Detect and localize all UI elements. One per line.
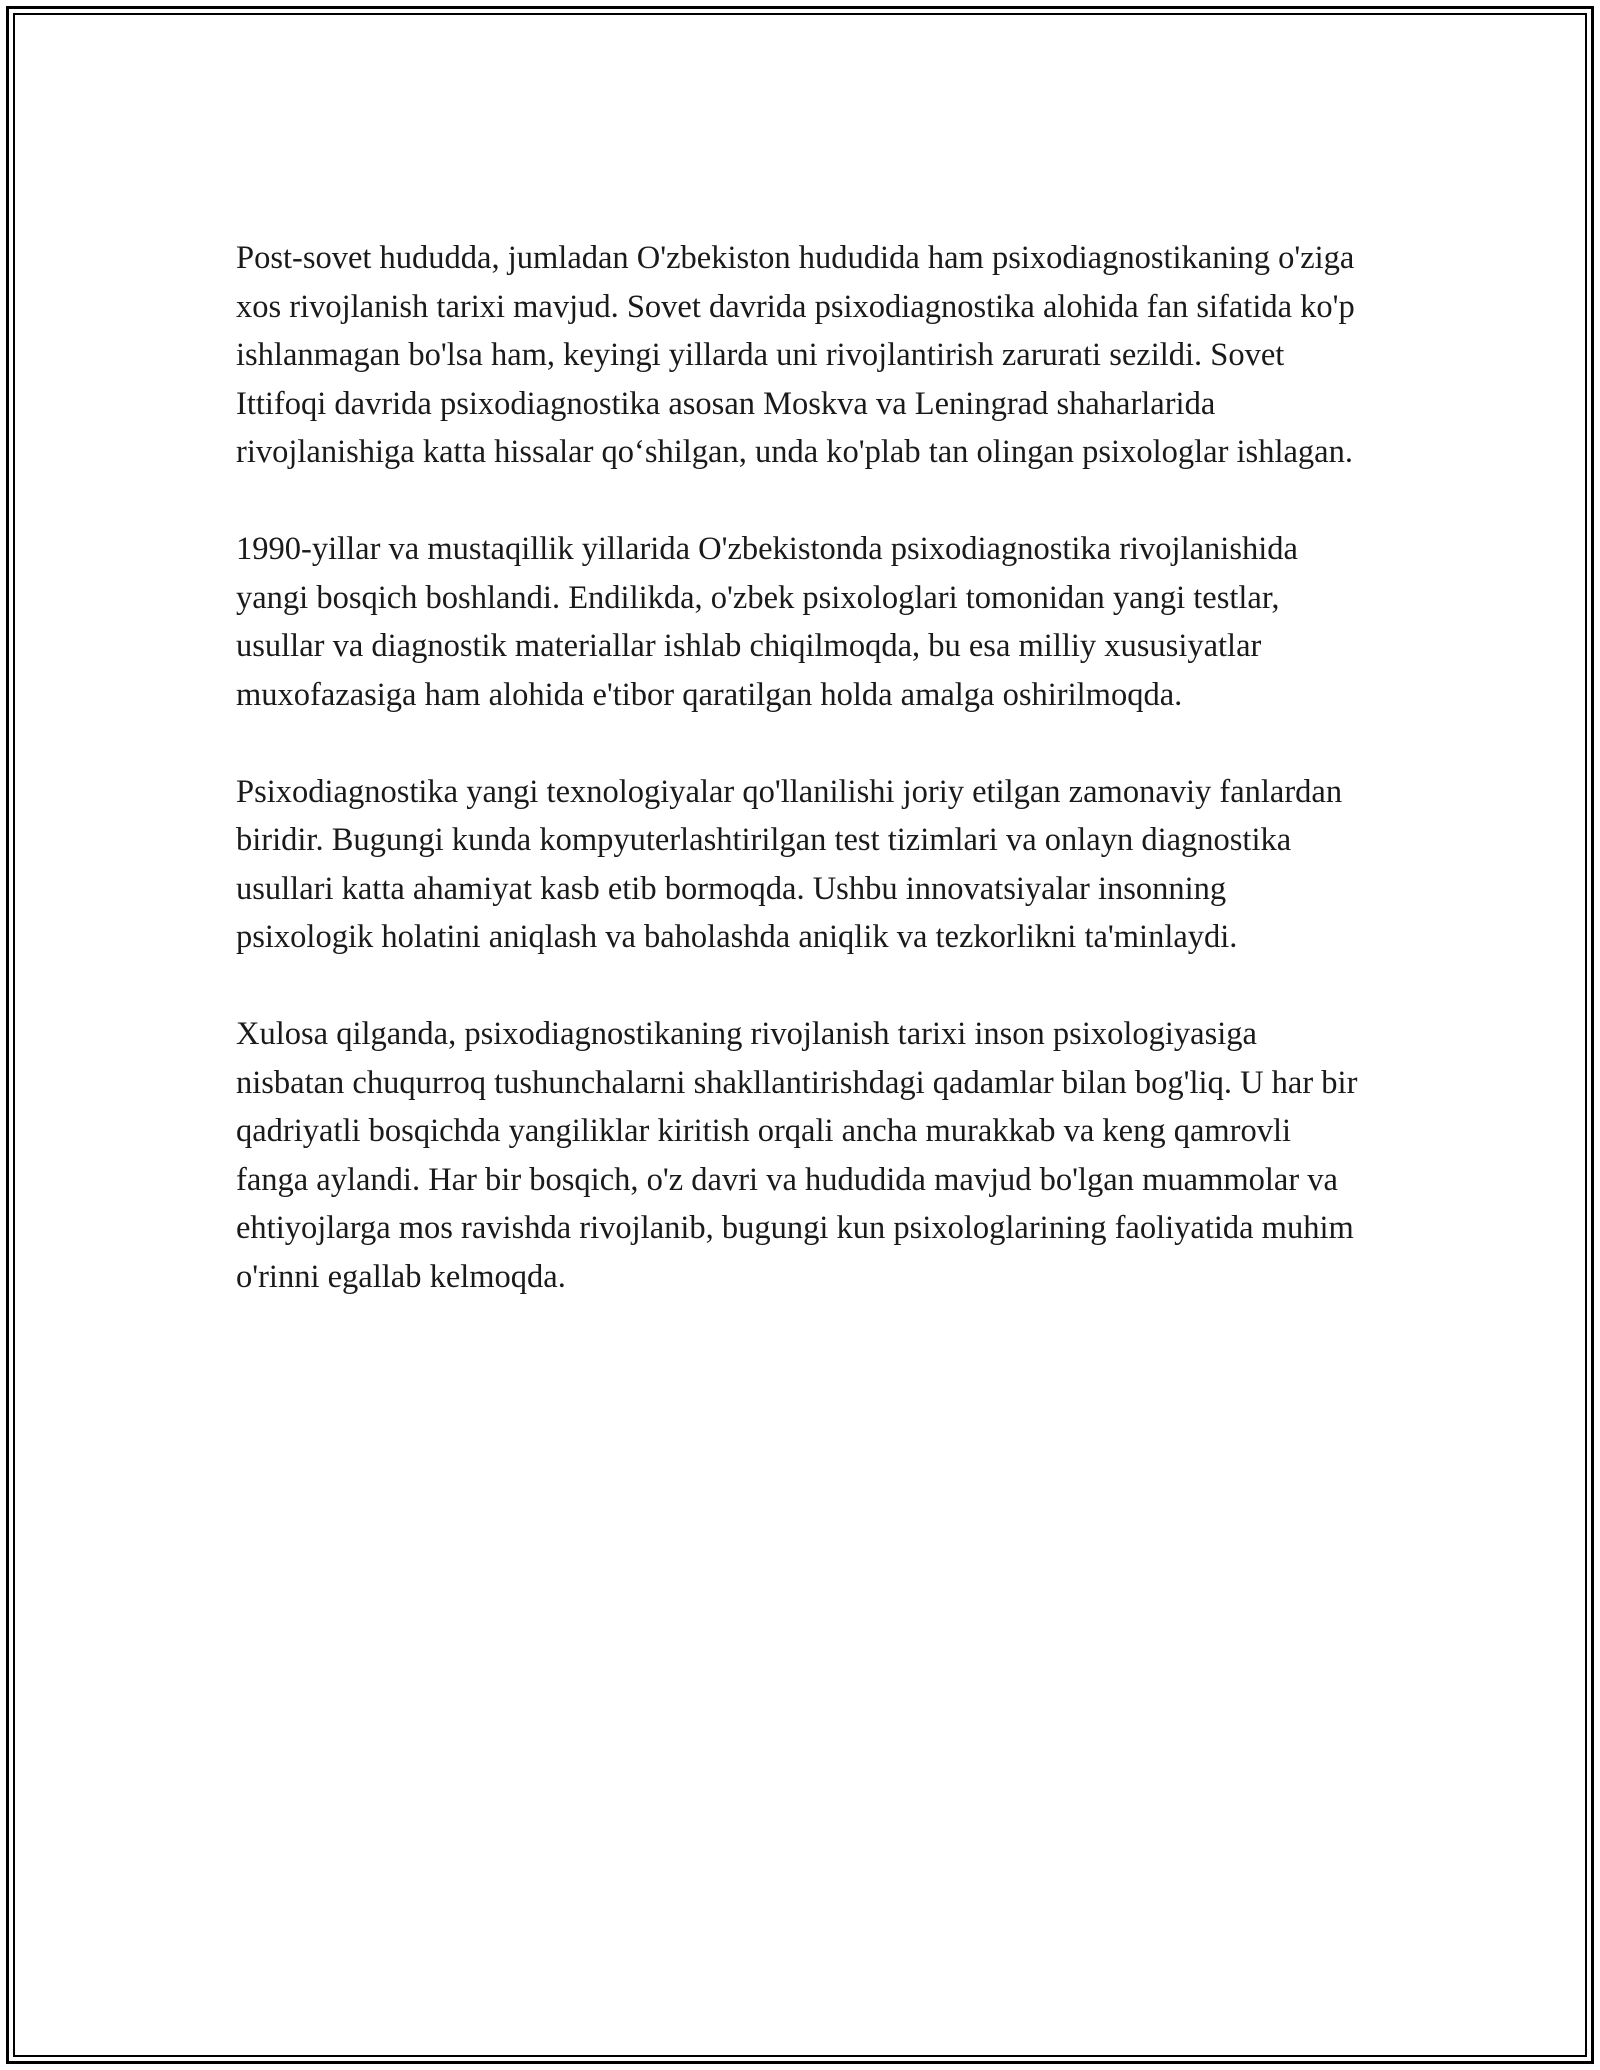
paragraph-4: Xulosa qilganda, psixodiagnostikaning rivojlanish tarixi inson psixologiyasiga nisbatan chuqurroq tushunchalarni shakllantirishdagi qadamlar bilan bog'liq. U har bir qadriyatli bosqichda yangiliklar kiritish orqali ancha murakkab va keng qamrovli fanga aylandi. Har bir bosqich, o'z davri va hududida mavjud bo'lgan muammolar va ehtiyojlarga mos ravishda rivojlanib, bugungi kun psixologlarining faoliyatida muhim o'rinni egallab kelmoqda. xyxy=(236,1016,1358,1295)
paragraph-2: 1990-yillar va mustaqillik yillarida O'zbekistonda psixodiagnostika rivojlanishida yangi bosqich boshlandi. Endilikda, o'zbek psixologlari tomonidan yangi testlar, usullar va diagnostik materiallar ishlab chiqilmoqda, bu esa milliy xususiyatlar muxofazasiga ham alohida e'tibor qaratilgan holda amalga oshirilmoqda. xyxy=(236,531,1298,713)
paragraph-3: Psixodiagnostika yangi texnologiyalar qo'llanilishi joriy etilgan zamonaviy fanlardan biridir. Bugungi kunda kompyuterlashtirilgan test tizimlari va onlayn diagnostika usullari katta ahamiyat kasb etib bormoqda. Ushbu innovatsiyalar insonning psixologik holatini aniqlash va baholashda aniqlik va tezkorlikni ta'minlaydi. xyxy=(236,773,1343,955)
document-body xyxy=(236,234,1366,1301)
paragraph-1: Post-sovet hududda, jumladan O'zbekiston hududida ham psixodiagnostikaning o'ziga xos rivojlanish tarixi mavjud. Sovet davrida psixodiagnostika alohida fan sifatida ko'p ishlanmagan bo'lsa ham, keyingi yillarda uni rivojlantirish zarurati sezildi. Sovet Ittifoqi davrida psixodiagnostika asosan Moskva va Leningrad shaharlarida rivojlanishiga katta hissalar qo‘shilgan, unda ko'plab tan olingan psixologlar ishlagan. xyxy=(236,240,1355,470)
